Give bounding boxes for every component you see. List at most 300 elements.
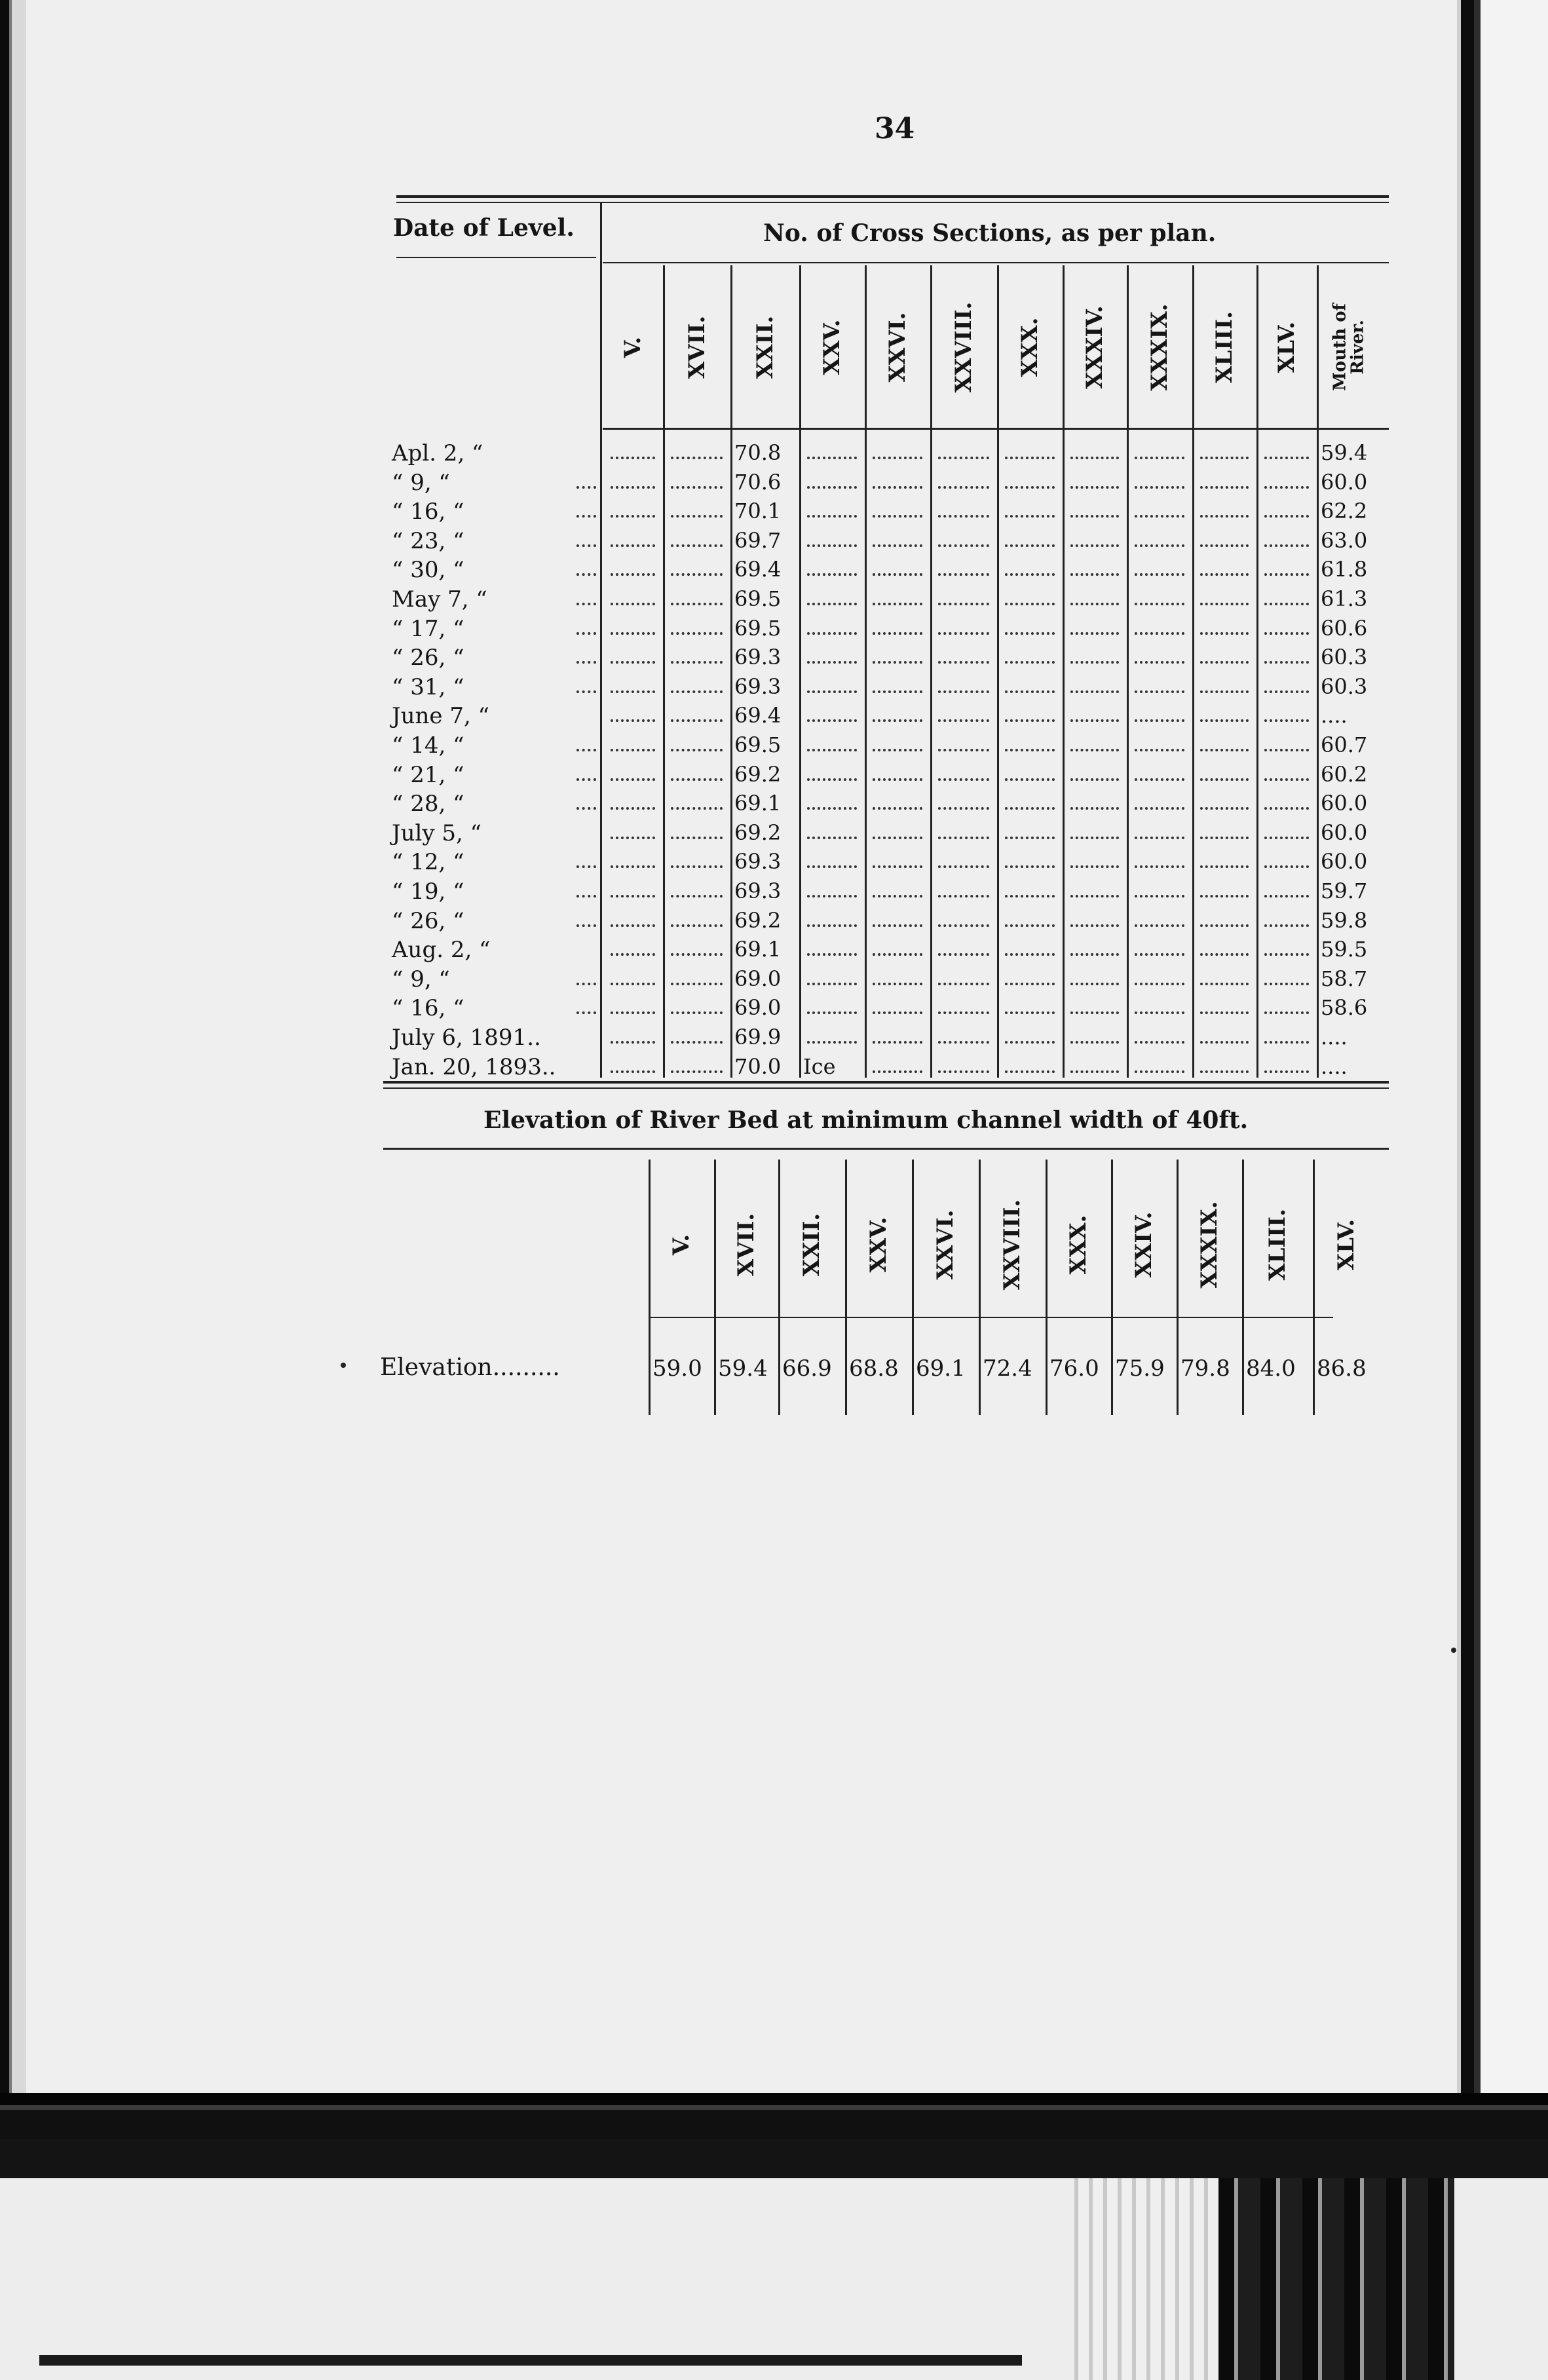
cell-xxii: 69.5 bbox=[734, 732, 782, 757]
cell-mouth-of-river: 59.8 bbox=[1321, 907, 1368, 933]
empty-cell bbox=[611, 924, 655, 927]
empty-cell bbox=[938, 719, 989, 722]
table-top-rule bbox=[396, 195, 1389, 198]
empty-cell bbox=[1264, 603, 1309, 605]
empty-cell bbox=[1070, 457, 1119, 459]
empty-cell bbox=[938, 924, 989, 927]
empty-cell bbox=[611, 573, 655, 576]
empty-cell bbox=[873, 749, 922, 751]
cell-xxii: 69.4 bbox=[734, 557, 782, 582]
empty-cell bbox=[938, 807, 989, 810]
empty-cell bbox=[1005, 573, 1055, 576]
cell-mouth-of-river: 60.0 bbox=[1321, 469, 1368, 495]
elevation-value: 68.8 bbox=[849, 1355, 899, 1382]
empty-cell bbox=[873, 544, 922, 547]
empty-cell bbox=[1135, 865, 1184, 868]
cell-mouth-of-river: 60.7 bbox=[1321, 732, 1368, 757]
cell-xxii: 69.1 bbox=[734, 937, 782, 962]
empty-cell bbox=[611, 719, 655, 722]
scan-speck bbox=[1451, 1648, 1456, 1653]
page-edges bbox=[1074, 2178, 1218, 2380]
cell-xxii: 69.5 bbox=[734, 615, 782, 641]
empty-cell bbox=[873, 719, 922, 722]
empty-cell bbox=[873, 1070, 922, 1073]
empty-cell bbox=[1264, 953, 1309, 956]
row-date: July 5, “ bbox=[392, 820, 482, 846]
column-header: XXX. bbox=[1017, 317, 1043, 377]
empty-cell bbox=[1200, 515, 1249, 518]
empty-cell bbox=[938, 632, 989, 635]
empty-cell bbox=[1135, 544, 1184, 547]
empty-cell bbox=[807, 1011, 857, 1014]
elevation-value: 72.4 bbox=[983, 1355, 1032, 1382]
column-divider bbox=[865, 265, 867, 1078]
date-leader bbox=[576, 778, 596, 781]
empty-cell bbox=[1264, 719, 1309, 722]
elevation-column-divider bbox=[1313, 1160, 1315, 1415]
empty-cell bbox=[1070, 603, 1119, 605]
elevation-value: 59.0 bbox=[652, 1355, 702, 1382]
empty-cell bbox=[671, 807, 723, 810]
column-header: XXII. bbox=[751, 315, 778, 379]
date-leader bbox=[576, 632, 596, 635]
empty-cell bbox=[1200, 690, 1249, 693]
empty-cell bbox=[1070, 486, 1119, 489]
empty-cell bbox=[1264, 573, 1309, 576]
cell-xxii: 69.2 bbox=[734, 907, 782, 933]
column-divider bbox=[663, 265, 665, 1078]
empty-cell bbox=[1135, 895, 1184, 897]
empty-cell bbox=[611, 983, 655, 985]
empty-cell bbox=[1135, 837, 1184, 839]
empty-cell bbox=[1264, 1070, 1309, 1073]
cell-xxii: 69.3 bbox=[734, 878, 782, 903]
empty-cell bbox=[671, 837, 723, 839]
empty-cell bbox=[807, 719, 857, 722]
elevation-column-divider bbox=[845, 1160, 847, 1415]
empty-cell bbox=[938, 983, 989, 985]
empty-cell bbox=[938, 690, 989, 693]
elevation-value: 75.9 bbox=[1115, 1355, 1165, 1382]
date-leader bbox=[576, 573, 596, 576]
cell-xxii: 69.0 bbox=[734, 995, 782, 1021]
column-divider bbox=[1127, 265, 1129, 1078]
empty-cell bbox=[1264, 807, 1309, 810]
empty-cell bbox=[807, 690, 857, 693]
cell-mouth-of-river: 60.2 bbox=[1321, 761, 1368, 787]
cell-xxii: 69.3 bbox=[734, 673, 782, 699]
elevation-column-header: XXXIX. bbox=[1196, 1201, 1222, 1289]
row-date: “ 16, “ bbox=[392, 499, 464, 525]
empty-cell bbox=[807, 1041, 857, 1044]
cell-xxii: 69.2 bbox=[734, 761, 782, 787]
empty-cell bbox=[1200, 1070, 1249, 1073]
empty-cell bbox=[873, 953, 922, 956]
empty-cell bbox=[671, 778, 723, 781]
empty-cell bbox=[873, 778, 922, 781]
empty-cell bbox=[611, 807, 655, 810]
empty-cell bbox=[1264, 895, 1309, 897]
date-leader bbox=[576, 749, 596, 751]
empty-cell bbox=[611, 486, 655, 489]
elevation-column-header: XLV. bbox=[1332, 1218, 1359, 1271]
empty-cell bbox=[807, 837, 857, 839]
empty-cell bbox=[1200, 778, 1249, 781]
column-header: XXXIV. bbox=[1082, 305, 1108, 389]
column-divider bbox=[730, 265, 732, 1078]
date-leader bbox=[576, 807, 596, 810]
row-date: Apl. 2, “ bbox=[392, 440, 483, 466]
empty-cell bbox=[1005, 865, 1055, 868]
header-sections-underline bbox=[603, 262, 1389, 263]
empty-cell bbox=[1200, 632, 1249, 635]
empty-cell bbox=[1200, 953, 1249, 956]
elevation-column-divider bbox=[1242, 1160, 1244, 1415]
row-date: “ 9, “ bbox=[392, 469, 450, 496]
empty-cell bbox=[1264, 632, 1309, 635]
cell-xxii: 70.0 bbox=[734, 1053, 782, 1079]
row-date: “ 30, “ bbox=[392, 557, 464, 584]
empty-cell bbox=[611, 603, 655, 605]
empty-cell bbox=[1005, 807, 1055, 810]
empty-cell bbox=[611, 1070, 655, 1073]
empty-cell bbox=[1264, 1041, 1309, 1044]
elevation-column-header: XXX. bbox=[1065, 1215, 1091, 1275]
elevation-value: 76.0 bbox=[1049, 1355, 1099, 1382]
empty-cell bbox=[1070, 515, 1119, 518]
date-leader bbox=[576, 983, 596, 985]
empty-cell bbox=[611, 661, 655, 664]
cell-xxv: Ice bbox=[803, 1053, 836, 1079]
elevation-column-divider bbox=[649, 1160, 651, 1415]
empty-cell bbox=[873, 837, 922, 839]
empty-cell bbox=[807, 895, 857, 897]
empty-cell bbox=[1005, 749, 1055, 751]
column-divider bbox=[1192, 265, 1194, 1078]
empty-cell bbox=[938, 749, 989, 751]
empty-cell bbox=[1200, 544, 1249, 547]
empty-cell bbox=[1005, 1041, 1055, 1044]
empty-cell bbox=[1135, 573, 1184, 576]
empty-cell bbox=[873, 690, 922, 693]
empty-cell bbox=[873, 924, 922, 927]
empty-cell bbox=[671, 719, 723, 722]
cell-mouth-of-river: 60.0 bbox=[1321, 820, 1368, 845]
empty-cell bbox=[873, 632, 922, 635]
empty-cell bbox=[611, 895, 655, 897]
row-date: “ 21, “ bbox=[392, 761, 464, 788]
empty-cell bbox=[1070, 573, 1119, 576]
empty-cell bbox=[611, 515, 655, 518]
elevation-table-title: Elevation of River Bed at minimum channel width of 40ft. bbox=[483, 1106, 1249, 1134]
empty-cell bbox=[1135, 1011, 1184, 1014]
table-bottom-rule bbox=[383, 1081, 1389, 1084]
empty-cell bbox=[807, 924, 857, 927]
empty-cell bbox=[807, 661, 857, 664]
empty-cell bbox=[1070, 865, 1119, 868]
date-column-divider bbox=[600, 203, 602, 1078]
empty-cell bbox=[873, 661, 922, 664]
row-date: “ 9, “ bbox=[392, 966, 450, 992]
row-date: “ 19, “ bbox=[392, 878, 464, 905]
empty-cell bbox=[873, 895, 922, 897]
elevation-column-header: XVII. bbox=[733, 1213, 759, 1277]
date-leader bbox=[576, 603, 596, 605]
empty-cell bbox=[671, 486, 723, 489]
row-date: “ 12, “ bbox=[392, 849, 464, 876]
empty-cell bbox=[1135, 778, 1184, 781]
book-cover-bottom bbox=[0, 2139, 1548, 2380]
empty-cell bbox=[671, 1041, 723, 1044]
empty-cell bbox=[807, 865, 857, 868]
empty-cell bbox=[873, 807, 922, 810]
empty-cell bbox=[1264, 983, 1309, 985]
empty-cell bbox=[873, 1011, 922, 1014]
empty-cell bbox=[1135, 486, 1184, 489]
empty-cell bbox=[1200, 749, 1249, 751]
elevation-header-rule bbox=[649, 1317, 1333, 1318]
cell-mouth-of-river: 59.7 bbox=[1321, 878, 1368, 903]
empty-cell bbox=[1264, 544, 1309, 547]
empty-cell bbox=[1070, 1070, 1119, 1073]
cell-xxii: 69.9 bbox=[734, 1025, 782, 1049]
empty-cell bbox=[611, 457, 655, 459]
empty-cell bbox=[671, 1011, 723, 1014]
empty-cell bbox=[1135, 1070, 1184, 1073]
empty-cell bbox=[807, 953, 857, 956]
cell-xxii: 69.5 bbox=[734, 586, 782, 611]
date-leader bbox=[576, 544, 596, 547]
empty-cell bbox=[1200, 486, 1249, 489]
empty-cell bbox=[938, 661, 989, 664]
empty-cell bbox=[611, 632, 655, 635]
empty-cell bbox=[807, 573, 857, 576]
empty-cell bbox=[1005, 778, 1055, 781]
empty-cell bbox=[807, 544, 857, 547]
empty-cell bbox=[1135, 603, 1184, 605]
cell-mouth-of-river: 60.3 bbox=[1321, 645, 1368, 670]
empty-cell bbox=[1005, 661, 1055, 664]
empty-cell bbox=[873, 573, 922, 576]
header-date-underline bbox=[396, 257, 596, 258]
date-leader bbox=[576, 865, 596, 868]
empty-cell bbox=[611, 837, 655, 839]
empty-cell bbox=[938, 1070, 989, 1073]
cell-mouth-of-river: 58.7 bbox=[1321, 966, 1368, 991]
page-number: 34 bbox=[875, 112, 915, 145]
empty-cell bbox=[1135, 661, 1184, 664]
empty-cell bbox=[671, 924, 723, 927]
column-header-rule bbox=[603, 428, 1389, 430]
empty-cell bbox=[1200, 1011, 1249, 1014]
row-date: “ 23, “ bbox=[392, 527, 464, 554]
empty-cell bbox=[671, 573, 723, 576]
empty-cell bbox=[1135, 515, 1184, 518]
date-leader bbox=[576, 661, 596, 664]
empty-cell bbox=[807, 749, 857, 751]
empty-cell bbox=[1070, 690, 1119, 693]
empty-cell bbox=[807, 603, 857, 605]
empty-cell bbox=[671, 603, 723, 605]
cell-mouth-of-river: 60.3 bbox=[1321, 673, 1368, 699]
empty-cell bbox=[1200, 807, 1249, 810]
date-leader bbox=[576, 515, 596, 518]
row-date: July 6, 1891.. bbox=[392, 1025, 541, 1051]
column-header: XXVIII. bbox=[951, 301, 977, 393]
column-divider bbox=[997, 265, 999, 1078]
cell-mouth-of-river: 60.0 bbox=[1321, 791, 1368, 816]
empty-cell bbox=[807, 457, 857, 459]
cell-xxii: 69.4 bbox=[734, 703, 782, 728]
empty-cell bbox=[807, 515, 857, 518]
empty-cell bbox=[807, 778, 857, 781]
empty-cell bbox=[1264, 749, 1309, 751]
empty-cell bbox=[1070, 837, 1119, 839]
cell-xxii: 70.1 bbox=[734, 499, 782, 524]
empty-cell bbox=[1200, 1041, 1249, 1044]
header-date-of-level: Date of Level. bbox=[393, 214, 575, 242]
empty-cell bbox=[938, 1011, 989, 1014]
empty-cell bbox=[873, 457, 922, 459]
cell-xxii: 69.1 bbox=[734, 791, 782, 816]
cell-mouth-of-river: 63.0 bbox=[1321, 527, 1368, 553]
elevation-column-divider bbox=[714, 1160, 716, 1415]
row-date: “ 26, “ bbox=[392, 907, 464, 934]
cover-spine bbox=[1218, 2178, 1454, 2380]
empty-cell bbox=[1264, 690, 1309, 693]
empty-cell bbox=[1200, 719, 1249, 722]
empty-cell bbox=[1005, 1070, 1055, 1073]
scan-speck bbox=[341, 1363, 346, 1368]
cell-mouth-of-river: 61.3 bbox=[1321, 586, 1368, 611]
empty-cell bbox=[1005, 603, 1055, 605]
date-leader bbox=[576, 924, 596, 927]
elevation-column-header: XXV. bbox=[865, 1217, 892, 1273]
row-date: Aug. 2, “ bbox=[392, 937, 491, 964]
empty-cell bbox=[1005, 632, 1055, 635]
empty-cell bbox=[671, 544, 723, 547]
elevation-value: 66.9 bbox=[782, 1355, 832, 1382]
empty-cell bbox=[807, 807, 857, 810]
row-date: “ 28, “ bbox=[392, 791, 464, 818]
elevation-column-header: XXIV. bbox=[1131, 1211, 1157, 1278]
elevation-value: 84.0 bbox=[1246, 1355, 1296, 1382]
cell-xxii: 69.3 bbox=[734, 849, 782, 875]
date-leader bbox=[576, 690, 596, 693]
empty-cell bbox=[1135, 1041, 1184, 1044]
elevation-value: 86.8 bbox=[1317, 1355, 1367, 1382]
empty-cell bbox=[1005, 515, 1055, 518]
elevation-row-label: Elevation......... bbox=[380, 1354, 560, 1381]
cell-mouth-of-river: .... bbox=[1321, 1053, 1348, 1079]
empty-cell bbox=[1135, 983, 1184, 985]
empty-cell bbox=[1264, 457, 1309, 459]
elevation-column-divider bbox=[1177, 1160, 1179, 1415]
elevation-column-divider bbox=[912, 1160, 914, 1415]
empty-cell bbox=[1200, 603, 1249, 605]
cell-mouth-of-river: 61.8 bbox=[1321, 557, 1368, 582]
empty-cell bbox=[1070, 749, 1119, 751]
cell-mouth-of-river: 62.2 bbox=[1321, 499, 1368, 524]
empty-cell bbox=[1005, 544, 1055, 547]
row-date: “ 16, “ bbox=[392, 995, 464, 1022]
empty-cell bbox=[1005, 983, 1055, 985]
column-header: XXXIX. bbox=[1146, 303, 1173, 391]
cell-mouth-of-river: .... bbox=[1321, 1025, 1348, 1049]
empty-cell bbox=[1264, 515, 1309, 518]
empty-cell bbox=[938, 865, 989, 868]
column-divider bbox=[1256, 265, 1258, 1078]
empty-cell bbox=[1070, 895, 1119, 897]
empty-cell bbox=[611, 778, 655, 781]
column-header: XLIII. bbox=[1211, 311, 1237, 383]
empty-cell bbox=[807, 632, 857, 635]
empty-cell bbox=[1135, 749, 1184, 751]
empty-cell bbox=[873, 1041, 922, 1044]
empty-cell bbox=[1200, 661, 1249, 664]
empty-cell bbox=[1070, 983, 1119, 985]
empty-cell bbox=[1135, 632, 1184, 635]
elevation-column-divider bbox=[979, 1160, 981, 1415]
empty-cell bbox=[1070, 778, 1119, 781]
row-date: June 7, “ bbox=[392, 703, 489, 730]
column-divider bbox=[799, 265, 801, 1078]
empty-cell bbox=[1005, 837, 1055, 839]
empty-cell bbox=[1005, 924, 1055, 927]
elevation-column-header: XLIII. bbox=[1264, 1209, 1291, 1281]
header-cross-sections: No. of Cross Sections, as per plan. bbox=[763, 219, 1217, 247]
empty-cell bbox=[1200, 865, 1249, 868]
row-date: “ 26, “ bbox=[392, 645, 464, 671]
empty-cell bbox=[671, 749, 723, 751]
cell-xxii: 69.7 bbox=[734, 527, 782, 553]
empty-cell bbox=[938, 486, 989, 489]
column-header: XLV. bbox=[1274, 321, 1300, 373]
empty-cell bbox=[938, 837, 989, 839]
empty-cell bbox=[1070, 953, 1119, 956]
empty-cell bbox=[1070, 1011, 1119, 1014]
empty-cell bbox=[938, 603, 989, 605]
cell-mouth-of-river: 59.4 bbox=[1321, 440, 1368, 465]
empty-cell bbox=[873, 486, 922, 489]
cell-mouth-of-river: 59.5 bbox=[1321, 937, 1368, 962]
elevation-column-header: V. bbox=[668, 1234, 694, 1256]
empty-cell bbox=[807, 983, 857, 985]
empty-cell bbox=[1070, 924, 1119, 927]
empty-cell bbox=[1005, 1011, 1055, 1014]
empty-cell bbox=[938, 573, 989, 576]
empty-cell bbox=[611, 865, 655, 868]
empty-cell bbox=[1264, 924, 1309, 927]
empty-cell bbox=[938, 544, 989, 547]
empty-cell bbox=[1070, 661, 1119, 664]
elevation-column-header: XXVIII. bbox=[999, 1199, 1025, 1291]
empty-cell bbox=[938, 515, 989, 518]
cover-shadow bbox=[0, 2139, 1548, 2178]
row-date: “ 17, “ bbox=[392, 615, 464, 642]
cell-mouth-of-river: .... bbox=[1321, 703, 1348, 728]
book-cover-band bbox=[0, 2093, 1548, 2139]
elevation-value: 59.4 bbox=[718, 1355, 768, 1382]
cell-xxii: 70.6 bbox=[734, 469, 782, 495]
cell-mouth-of-river: 60.6 bbox=[1321, 615, 1368, 641]
empty-cell bbox=[1200, 837, 1249, 839]
cell-xxii: 69.3 bbox=[734, 645, 782, 670]
empty-cell bbox=[671, 1070, 723, 1073]
empty-cell bbox=[611, 690, 655, 693]
empty-cell bbox=[671, 953, 723, 956]
empty-cell bbox=[1135, 719, 1184, 722]
